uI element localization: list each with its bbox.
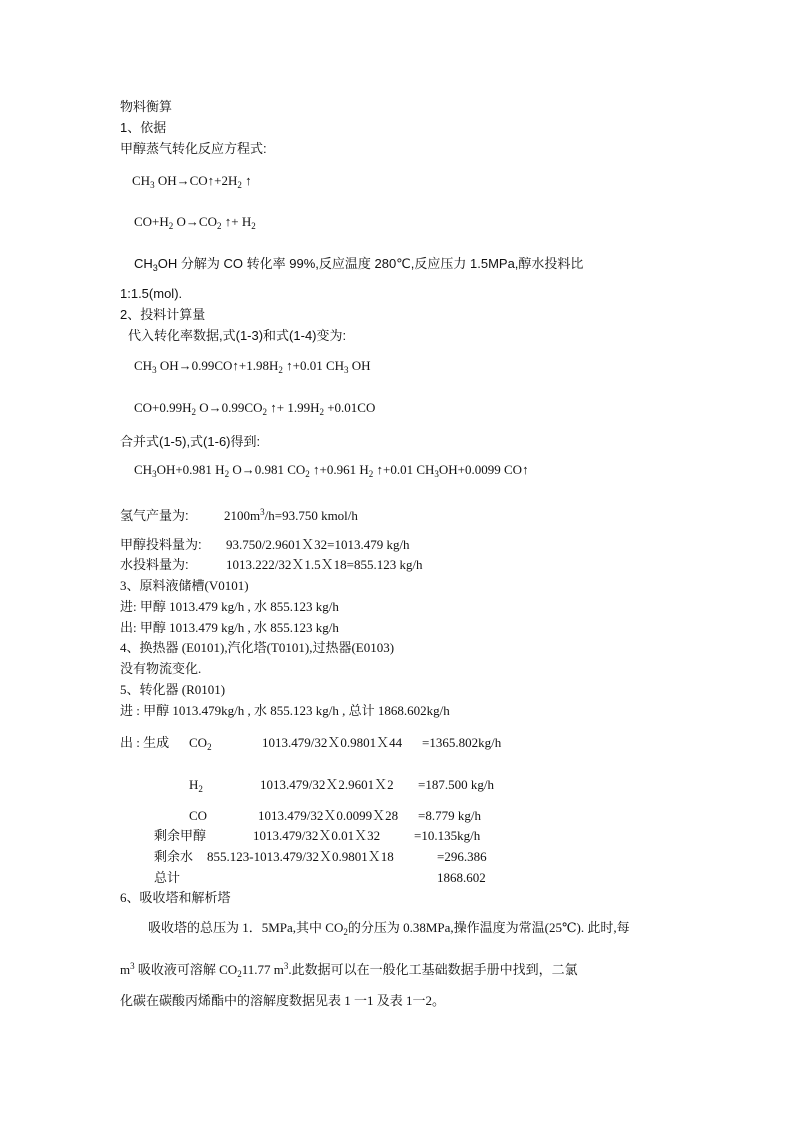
- water-feed-value: 1013.222/32Ｘ1.5Ｘ18=855.123 kg/h: [226, 557, 423, 572]
- arrow-up-icon: ↑: [245, 173, 252, 188]
- arrow-right-icon: →: [241, 462, 255, 477]
- section-6-paragraph-line-2: $m^3$ 吸收液可溶解 $CO_211.77$ $m^3$.此数据可以在一般化工基础数据手册中找到，二氯: [120, 961, 578, 979]
- section-6-paragraph-line-1: 吸收塔的总压为 1．5MPa,其中 $CO_2$的分压为 0.38MPa,操作温度为常温(25℃). 此时,每: [148, 920, 630, 937]
- section-6-paragraph-line-3: 化碳在碳酸丙烯酯中的溶解度数据见表 1 一1 及表 1一2。: [120, 993, 446, 1008]
- methanol-feed-value: 93.750/2.9601Ｘ32=1013.479 kg/h: [226, 537, 410, 552]
- equation-3: $CH_3$ $OH\to 0.99CO↑+1.98H_2$ ↑+0.01 $CH_3$ OH: [134, 358, 371, 375]
- product-result: =10.135kg/h: [414, 828, 481, 843]
- product-result: =8.779 kg/h: [418, 808, 481, 823]
- arrow-up-icon: ↑: [376, 462, 383, 477]
- equation-5: $CH_3OH+0.981$ $H_2$ O→0.981 $CO_2$ ↑+0.961 $H_2$ ↑+0.01 $CH_3OH+0.0099$ CO↑: [134, 462, 529, 479]
- product-name: CO: [189, 808, 208, 823]
- equation-4: $CO+0.99H_2$ $O\to 0.99CO_2$ ↑+ $1.99H_2 +0.01CO$: [134, 400, 376, 417]
- equation-1: $CH_3$ $OH\to CO↑+2H_2$ ↑: [132, 173, 252, 190]
- hydrogen-output-label: 氢气产量为:: [120, 508, 189, 523]
- reaction-conditions: $CH_3OH$ 分解为 CO 转化率 99%,反应温度 280℃,反应压力 1.5MPa,醇水投料比: [134, 256, 584, 273]
- section-3-in: 进: 甲醇 1013.479 kg/h , 水 855.123 kg/h: [120, 599, 339, 614]
- product-calc: 1013.479/32Ｘ2.9601Ｘ2: [260, 777, 394, 792]
- arrow-up-icon: ↑: [522, 462, 529, 477]
- section-1-intro: 甲醇蒸气转化反应方程式:: [120, 141, 267, 156]
- section-5-in: 进 : 甲醇 1013.479kg/h , 水 855.123 kg/h , 总计 1868.602kg/h: [120, 703, 450, 718]
- section-2-heading: 2、投料计算量: [120, 307, 206, 322]
- product-result: =296.386: [437, 849, 487, 864]
- methanol-feed-label: 甲醇投料量为:: [120, 537, 202, 552]
- product-result: =1365.802kg/h: [422, 735, 502, 750]
- total-value: 1868.602: [437, 870, 486, 885]
- product-result: =187.500 kg/h: [418, 777, 494, 792]
- section-2-intro: 代入转化率数据,式(1-3)和式(1-4)变为:: [128, 328, 347, 343]
- section-5-out-label: 出 : 生成: [120, 735, 170, 750]
- section-3-out: 出: 甲醇 1013.479 kg/h , 水 855.123 kg/h: [120, 620, 339, 635]
- molar-ratio: 1:1.5(mol).: [120, 286, 183, 301]
- section-5-heading: 5、转化器 (R0101): [120, 682, 226, 697]
- combine-text: 合并式(1-5),式(1-6)得到:: [120, 434, 261, 449]
- section-6-heading: 6、吸收塔和解析塔: [120, 890, 231, 905]
- arrow-right-icon: →: [178, 358, 192, 373]
- arrow-up-icon: ↑: [313, 462, 320, 477]
- page-title: 物料衡算: [120, 99, 173, 114]
- arrow-up-icon: ↑: [224, 214, 232, 229]
- arrow-right-icon: →: [185, 214, 199, 229]
- total-label: 总计: [154, 870, 181, 885]
- product-name: 剩余水: [154, 849, 194, 864]
- product-calc: 1013.479/32Ｘ0.01Ｘ32: [253, 828, 381, 843]
- arrow-up-icon: ↑: [286, 358, 293, 373]
- product-calc: 1013.479/32Ｘ0.9801Ｘ44: [262, 735, 403, 750]
- section-3-heading: 3、原料液储槽(V0101): [120, 578, 249, 593]
- product-name: 剩余甲醇: [154, 828, 207, 843]
- product-name: $CO_2$: [189, 735, 212, 752]
- hydrogen-output-value: $2100m^3/h=93.750$ kmol/h: [224, 507, 358, 523]
- section-1-heading: 1、依据: [120, 120, 167, 135]
- arrow-up-icon: ↑: [207, 173, 215, 188]
- equation-2: $CO+H_2$ $O\to CO_2$ ↑+ $H_2$: [134, 214, 256, 231]
- section-4-note: 没有物流变化.: [120, 661, 202, 676]
- product-name: $H_2$: [189, 777, 203, 794]
- product-calc: 1013.479/32Ｘ0.0099Ｘ28: [258, 808, 399, 823]
- arrow-up-icon: ↑: [270, 400, 277, 415]
- section-4-heading: 4、换热器 (E0101),汽化塔(T0101),过热器(E0103): [120, 640, 395, 655]
- arrow-up-icon: ↑: [232, 358, 239, 373]
- arrow-right-icon: →: [176, 173, 190, 188]
- product-calc: 855.123-1013.479/32Ｘ0.9801Ｘ18: [207, 849, 394, 864]
- water-feed-label: 水投料量为:: [120, 557, 189, 572]
- arrow-right-icon: →: [208, 400, 222, 415]
